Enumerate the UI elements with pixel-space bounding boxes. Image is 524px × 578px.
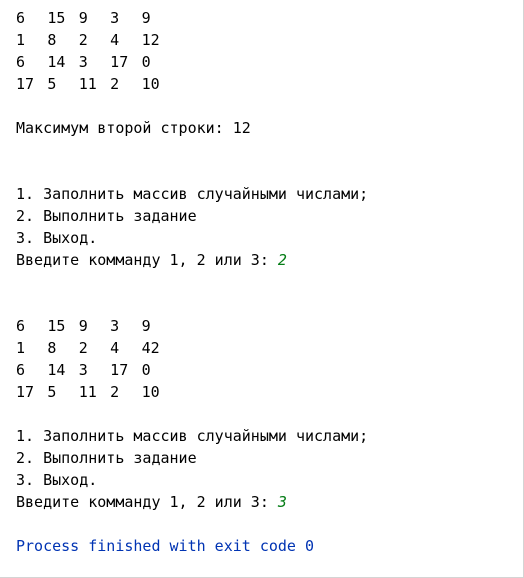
matrix-cell: 3 bbox=[78, 53, 88, 71]
matrix-cell: 6 bbox=[16, 361, 26, 379]
matrix-cell: 11 bbox=[78, 75, 97, 93]
matrix-cell: 3 bbox=[78, 361, 88, 379]
matrix-cell: 6 bbox=[16, 9, 26, 27]
matrix-cell: 9 bbox=[141, 9, 151, 27]
matrix-cell: 15 bbox=[47, 9, 66, 27]
user-input-value: 2 bbox=[277, 251, 287, 269]
matrix-cell: 2 bbox=[78, 339, 88, 357]
matrix-cell: 8 bbox=[47, 31, 57, 49]
max-result-line: Максимум второй строки: 12 bbox=[16, 119, 251, 137]
matrix-cell: 3 bbox=[110, 9, 120, 27]
matrix-cell: 8 bbox=[47, 339, 57, 357]
matrix-row bbox=[16, 73, 524, 95]
matrix-cell: 9 bbox=[78, 9, 88, 27]
matrix-row bbox=[16, 51, 524, 73]
matrix-row bbox=[16, 337, 524, 359]
menu-item-exit: 3. Выход. bbox=[16, 229, 98, 247]
matrix-cell: 6 bbox=[16, 317, 26, 335]
matrix-cell: 12 bbox=[141, 31, 160, 49]
matrix-cell: 17 bbox=[110, 53, 129, 71]
matrix-cell: 6 bbox=[16, 53, 26, 71]
blank-line bbox=[16, 95, 524, 117]
command-prompt: Введите комманду 1, 2 или 3: bbox=[16, 251, 278, 269]
matrix-cell: 4 bbox=[110, 31, 120, 49]
menu-item-execute: 2. Выполнить задание bbox=[16, 449, 197, 467]
menu-item-fill: 1. Заполнить массив случайными числами; bbox=[16, 185, 369, 203]
menu-item-fill: 1. Заполнить массив случайными числами; bbox=[16, 427, 369, 445]
matrix-row bbox=[16, 381, 524, 403]
matrix-cell: 17 bbox=[16, 75, 35, 93]
command-prompt-line bbox=[16, 491, 524, 513]
matrix-cell: 2 bbox=[78, 31, 88, 49]
matrix-cell: 0 bbox=[141, 361, 151, 379]
blank-line bbox=[16, 403, 524, 425]
matrix-cell: 9 bbox=[141, 317, 151, 335]
matrix-cell: 42 bbox=[141, 339, 160, 357]
matrix-output-1 bbox=[16, 7, 524, 95]
matrix-row bbox=[16, 315, 524, 337]
matrix-cell: 17 bbox=[110, 361, 129, 379]
matrix-cell: 1 bbox=[16, 31, 26, 49]
user-input-value: 3 bbox=[277, 493, 287, 511]
blank-line bbox=[16, 513, 524, 535]
command-prompt: Введите комманду 1, 2 или 3: bbox=[16, 493, 278, 511]
matrix-cell: 2 bbox=[110, 383, 120, 401]
matrix-cell: 9 bbox=[78, 317, 88, 335]
matrix-cell: 15 bbox=[47, 317, 66, 335]
matrix-cell: 10 bbox=[141, 75, 160, 93]
menu-item-exit: 3. Выход. bbox=[16, 471, 98, 489]
matrix-cell: 5 bbox=[47, 383, 57, 401]
matrix-row bbox=[16, 359, 524, 381]
matrix-cell: 1 bbox=[16, 339, 26, 357]
matrix-cell: 4 bbox=[110, 339, 120, 357]
matrix-cell: 2 bbox=[110, 75, 120, 93]
blank-line bbox=[16, 139, 524, 161]
blank-line bbox=[16, 293, 524, 315]
matrix-cell: 17 bbox=[16, 383, 35, 401]
matrix-cell: 14 bbox=[47, 361, 66, 379]
matrix-row bbox=[16, 7, 524, 29]
matrix-cell: 10 bbox=[141, 383, 160, 401]
matrix-cell: 5 bbox=[47, 75, 57, 93]
command-prompt-line bbox=[16, 249, 524, 271]
process-exit-line: Process finished with exit code 0 bbox=[16, 537, 315, 555]
matrix-cell: 3 bbox=[110, 317, 120, 335]
matrix-output-2 bbox=[16, 315, 524, 403]
blank-line bbox=[16, 161, 524, 183]
matrix-row bbox=[16, 29, 524, 51]
matrix-cell: 14 bbox=[47, 53, 66, 71]
menu-item-execute: 2. Выполнить задание bbox=[16, 207, 197, 225]
console-output bbox=[16, 7, 524, 557]
blank-line bbox=[16, 271, 524, 293]
matrix-cell: 11 bbox=[78, 383, 97, 401]
matrix-cell: 0 bbox=[141, 53, 151, 71]
